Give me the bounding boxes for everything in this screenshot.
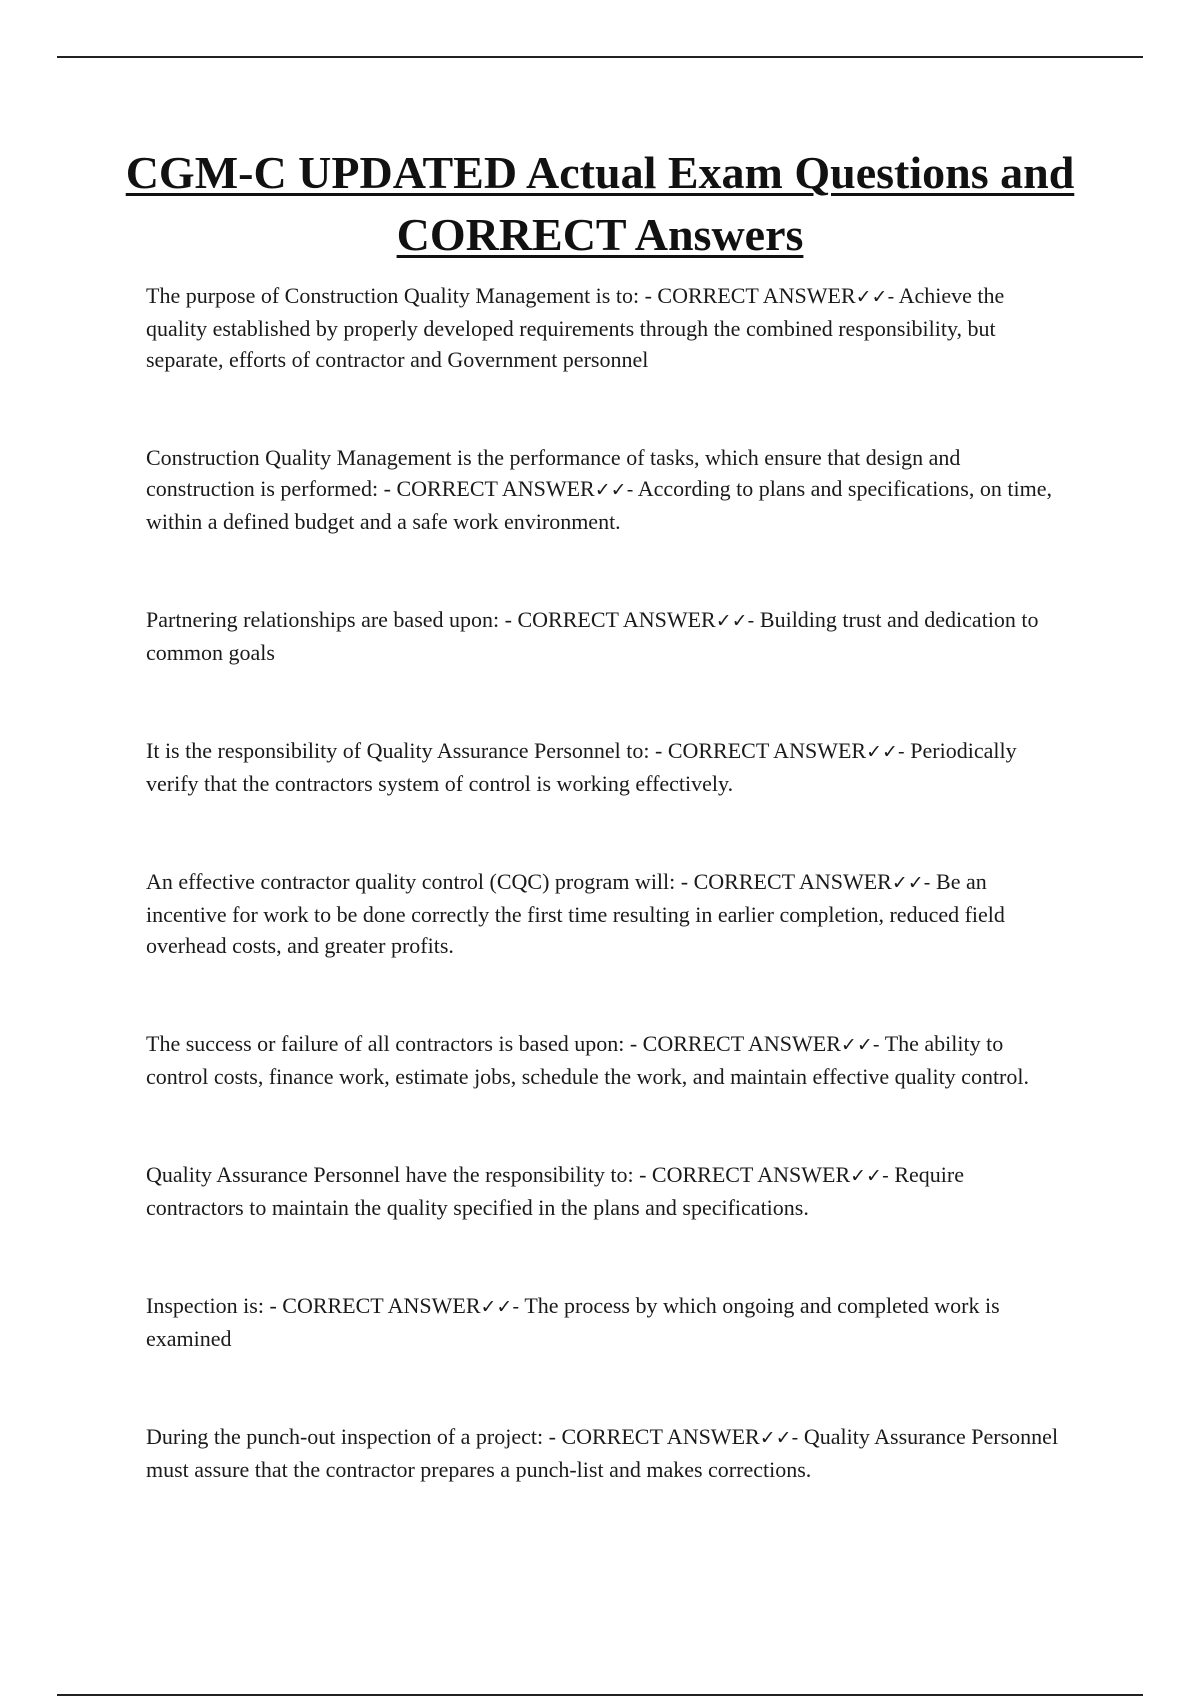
qa-item [146, 735, 1066, 799]
check-marks-icon: ✓✓- [866, 741, 905, 763]
answer-marker: - CORRECT ANSWER [629, 1031, 841, 1056]
check-marks-icon: ✓✓- [850, 1165, 889, 1187]
bottom-rule [57, 1694, 1143, 1696]
qa-list [146, 280, 1066, 1485]
answer-marker: - CORRECT ANSWER [548, 1424, 760, 1449]
answer-text: Building trust and dedication to common goals [146, 607, 1039, 665]
answer-text: Quality Assurance Personnel must assure that the contractor prepares a punch-list and makes corrections. [146, 1424, 1059, 1482]
answer-marker: - CORRECT ANSWER [680, 869, 892, 894]
question-text: Partnering relationships are based upon: [146, 607, 500, 632]
answer-text: Periodically verify that the contractors system of control is working effectively. [146, 738, 1017, 796]
qa-item [146, 280, 1066, 375]
qa-item [146, 1159, 1066, 1223]
question-text: Quality Assurance Personnel have the responsibility to: [146, 1162, 634, 1187]
document-title: CGM-C UPDATED Actual Exam Questions and CORRECT Answers [125, 147, 1075, 260]
answer-marker: - CORRECT ANSWER [504, 607, 716, 632]
answer-marker: - CORRECT ANSWER [383, 476, 595, 501]
answer-text: The process by which ongoing and completed work is examined [146, 1293, 1000, 1351]
answer-text: Achieve the quality established by properly developed requirements through the combined responsibility, but separate, efforts of contractor and Government personnel [146, 283, 1005, 372]
answer-text: Require contractors to maintain the quality specified in the plans and specifications. [146, 1162, 964, 1220]
check-marks-icon: ✓✓- [855, 286, 895, 308]
qa-item [146, 1028, 1066, 1092]
answer-marker: - CORRECT ANSWER [655, 738, 867, 763]
check-marks-icon: ✓✓- [891, 872, 931, 894]
question-text: An effective contractor quality control (CQC) program will: [146, 869, 676, 894]
qa-item [146, 1421, 1066, 1485]
answer-marker: - CORRECT ANSWER [269, 1293, 481, 1318]
answer-marker: - CORRECT ANSWER [639, 1162, 851, 1187]
question-text: The purpose of Construction Quality Management is to: [146, 283, 640, 308]
check-marks-icon: ✓✓- [480, 1296, 520, 1318]
question-text: It is the responsibility of Quality Assurance Personnel to: [146, 738, 650, 763]
question-text: Construction Quality Management is the performance of tasks, which ensure that design and construction is performed: [146, 445, 961, 501]
qa-item [146, 1290, 1066, 1354]
question-text: Inspection is: [146, 1293, 264, 1318]
question-text: During the punch-out inspection of a project: [146, 1424, 544, 1449]
answer-text: Be an incentive for work to be done correctly the first time resulting in earlier completion, reduced field overhead costs, and greater profits. [146, 869, 1005, 958]
top-rule [57, 56, 1143, 58]
question-text: The success or failure of all contractors is based upon: [146, 1031, 625, 1056]
check-marks-icon: ✓✓- [715, 610, 755, 632]
answer-text: The ability to control costs, finance work, estimate jobs, schedule the work, and maintain effective quality control. [146, 1031, 1029, 1089]
qa-item [146, 604, 1066, 668]
answer-text: According to plans and specifications, on time, within a defined budget and a safe work environment. [146, 476, 1052, 534]
check-marks-icon: ✓✓- [759, 1427, 799, 1449]
answer-marker: - CORRECT ANSWER [644, 283, 856, 308]
qa-item [146, 866, 1066, 961]
check-marks-icon: ✓✓- [840, 1034, 880, 1056]
qa-item [146, 442, 1066, 537]
check-marks-icon: ✓✓- [594, 479, 634, 501]
